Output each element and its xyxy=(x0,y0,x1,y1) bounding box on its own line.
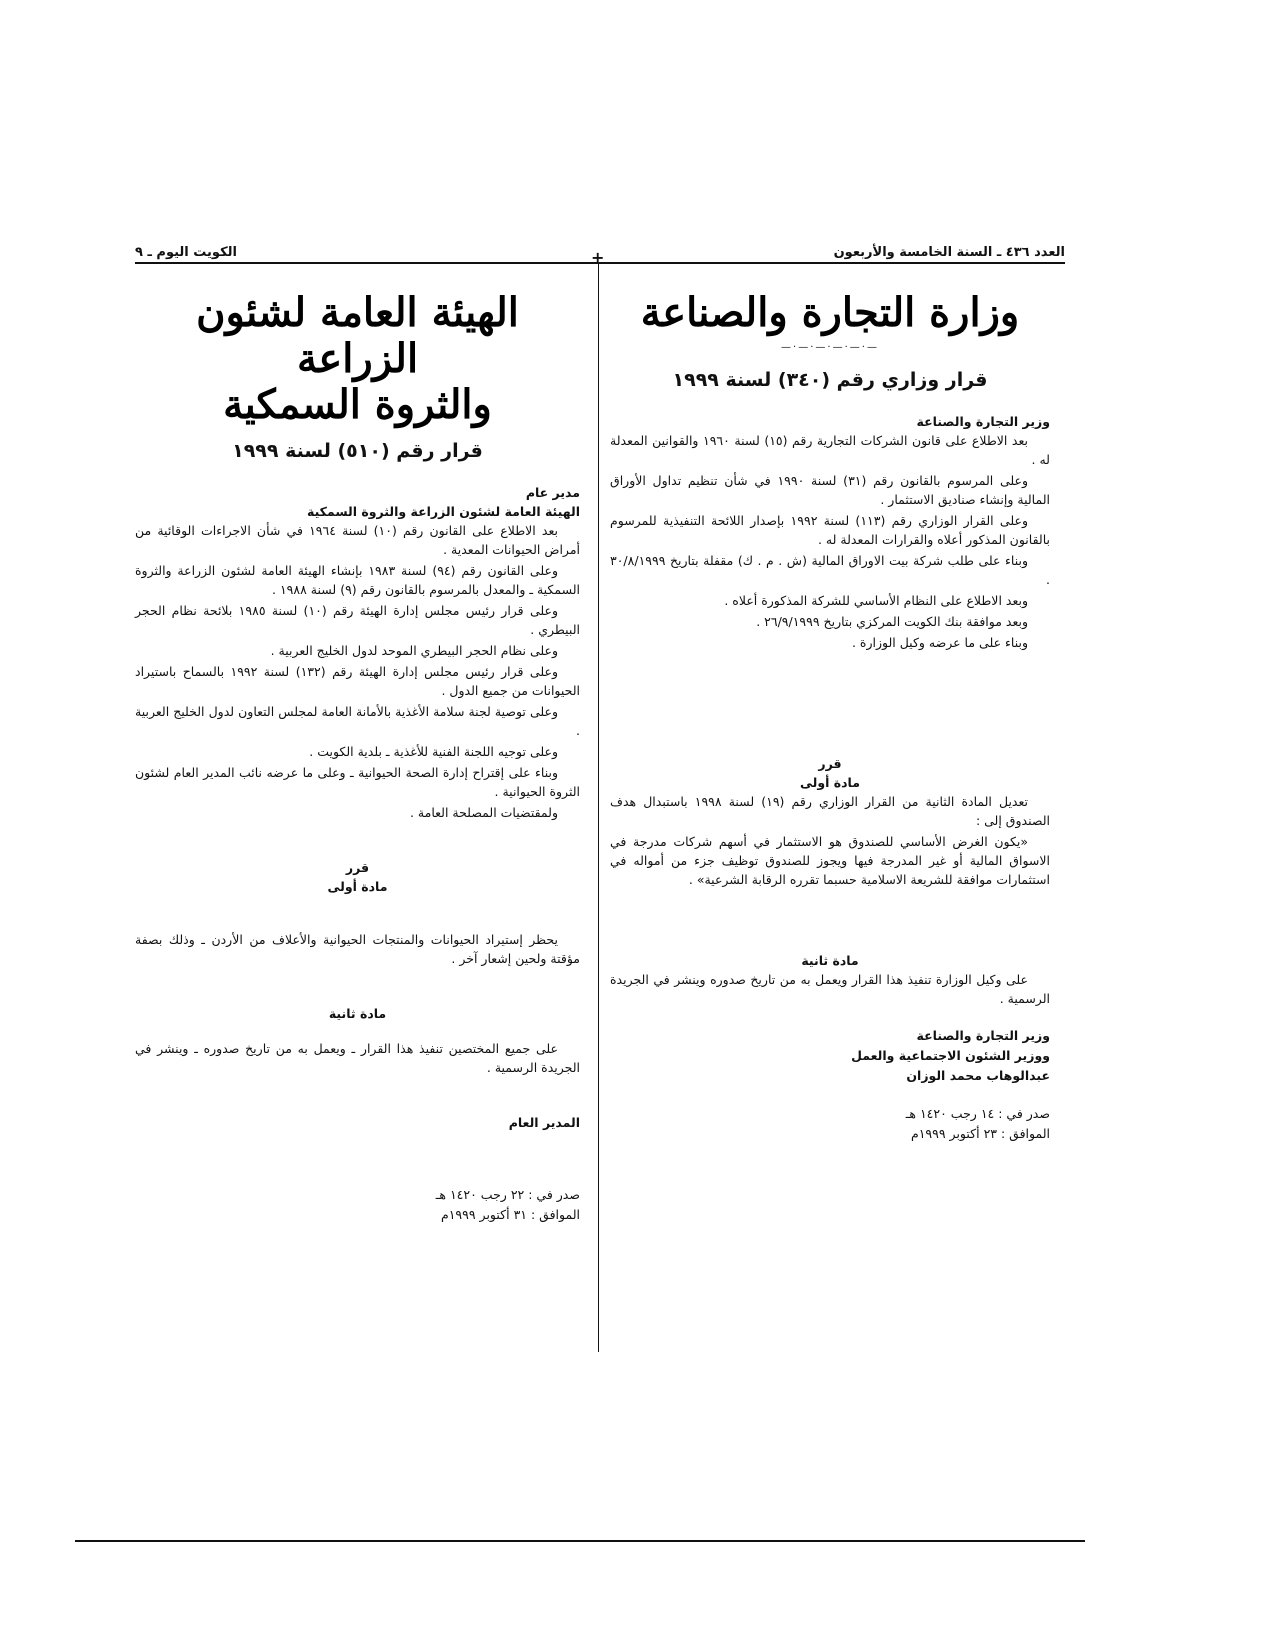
agriculture-decision-column xyxy=(135,290,580,1225)
commerce-preamble-2: وعلى المرسوم بالقانون رقم (٣١) لسنة ١٩٩٠ في شأن تنظيم تداول الأوراق المالية وإنشاء صناديق الاستثمار . xyxy=(610,473,1050,507)
commerce-preamble-5: وبعد الاطلاع على النظام الأساسي للشركة المذكورة أعلاه . xyxy=(724,593,1028,608)
signature-name: عبدالوهاب محمد الوزان xyxy=(906,1068,1050,1083)
commerce-signature xyxy=(610,1026,1050,1086)
commerce-preamble-4: وبناء على طلب شركة بيت الاوراق المالية (ش . م . ك) مقفلة بتاريخ ٣٠/٨/١٩٩٩ . xyxy=(610,553,1050,587)
agriculture-preamble-8: وبناء على إقتراح إدارة الصحة الحيوانية ـ وعلى ما عرضه نائب المدير العام لشئون الثروة الحيوانية . xyxy=(135,765,580,799)
commerce-article2-title: مادة ثانية xyxy=(801,953,859,968)
commerce-issued-date: صدر في : ١٤ رجب ١٤٢٠ هـ xyxy=(905,1106,1050,1121)
commerce-decided: قرر xyxy=(818,756,842,771)
agriculture-masthead xyxy=(135,290,580,428)
commerce-article1-title: مادة أولى xyxy=(800,775,860,790)
divider-cross-icon: + xyxy=(591,248,605,267)
commerce-preamble-3: وعلى القرار الوزاري رقم (١١٣) لسنة ١٩٩٢ بإصدار اللائحة التنفيذية للمرسوم بالقانون المذكور أعلاه والقرارات المعدلة له . xyxy=(610,513,1050,547)
commerce-decision-title: قرار وزاري رقم (٣٤٠) لسنة ١٩٩٩ xyxy=(672,369,988,391)
agriculture-article1-title: مادة أولى xyxy=(327,879,388,894)
agriculture-preamble-7: وعلى توجيه اللجنة الفنية للأغذية ـ بلدية الكويت . xyxy=(309,744,558,759)
agriculture-issuer-1: مدير عام xyxy=(525,485,580,500)
agriculture-preamble-5: وعلى قرار رئيس مجلس إدارة الهيئة رقم (١٣٢) لسنة ١٩٩٢ بالسماح باستيراد الحيوانات من جميع الدول . xyxy=(135,664,580,698)
signature-title-1: وزير التجارة والصناعة xyxy=(916,1028,1050,1043)
commerce-article1-text: «يكون الغرض الأساسي للصندوق هو الاستثمار في أسهم شركات مدرجة في الاسواق المالية أو غير المدرجة فيها ويجوز للصندوق توظيف جزء من أمواله في استثمارات موافقة للشريعة الاسلامية حسبما تقرره الرقابة الشرعية» . xyxy=(610,834,1050,887)
agriculture-preamble-6: وعلى توصية لجنة سلامة الأغذية بالأمانة العامة لمجلس التعاون لدول الخليج العربية . xyxy=(135,704,580,738)
commerce-preamble-1: بعد الاطلاع على قانون الشركات التجارية رقم (١٥) لسنة ١٩٦٠ والقوانين المعدلة له . xyxy=(610,433,1050,467)
agriculture-issuer-2: الهيئة العامة لشئون الزراعة والثروة السمكية xyxy=(306,504,580,519)
signature-title-2: ووزير الشئون الاجتماعية والعمل xyxy=(851,1048,1050,1063)
agriculture-signature: المدير العام xyxy=(508,1115,580,1130)
agriculture-decision-title: قرار رقم (٥١٠) لسنة ١٩٩٩ xyxy=(232,440,483,462)
commerce-decision-column xyxy=(610,290,1050,1144)
agriculture-preamble-1: بعد الاطلاع على القانون رقم (١٠) لسنة ١٩٦٤ في شأن الاجراءات الوقائية من أمراض الحيوانات المعدية . xyxy=(135,523,580,557)
issue-number: العدد ٤٣٦ ـ السنة الخامسة والأربعون xyxy=(833,245,1065,260)
commerce-preamble-6: وبعد موافقة بنك الكويت المركزي بتاريخ ٢٦/٩/١٩٩٩ . xyxy=(756,614,1028,629)
commerce-issuer: وزير التجارة والصناعة xyxy=(916,414,1050,429)
agriculture-preamble-2: وعلى القانون رقم (٩٤) لسنة ١٩٨٣ بإنشاء الهيئة العامة لشئون الزراعة والثروة السمكية ـ والمعدل بالمرسوم بالقانون رقم (٩) لسنة ١٩٨٨ . xyxy=(135,563,580,597)
commerce-preamble-7: وبناء على ما عرضه وكيل الوزارة . xyxy=(851,635,1028,650)
agriculture-corresponding-date: الموافق : ٣١ أكتوبر ١٩٩٩م xyxy=(440,1207,580,1222)
agriculture-issued-date: صدر في : ٢٢ رجب ١٤٢٠ هـ xyxy=(435,1187,580,1202)
commerce-masthead: وزارة التجارة والصناعة xyxy=(640,289,1020,336)
agriculture-article2-title: مادة ثانية xyxy=(328,1006,387,1021)
agriculture-masthead-line2: والثروة السمكية xyxy=(223,381,492,428)
publication-name: الكويت اليوم ـ ٩ xyxy=(135,245,237,260)
commerce-article1-intro: تعديل المادة الثانية من القرار الوزاري رقم (١٩) لسنة ١٩٩٨ باستبدال هدف الصندوق إلى : xyxy=(610,794,1050,828)
bottom-rule xyxy=(75,1540,1085,1542)
commerce-article2-text: على وكيل الوزارة تنفيذ هذا القرار ويعمل به من تاريخ صدوره وينشر في الجريدة الرسمية . xyxy=(610,972,1050,1006)
masthead-ornament: —·—·—·—·—·— xyxy=(781,342,879,353)
commerce-dates xyxy=(610,1104,1050,1144)
agriculture-article1-text: يحظر إستيراد الحيوانات والمنتجات الحيوانية والأعلاف من الأردن ـ وذلك بصفة مؤقتة ولحين إشعار آخر . xyxy=(135,932,580,966)
agriculture-masthead-line1: الهيئة العامة لشئون الزراعة xyxy=(196,289,519,382)
agriculture-preamble-4: وعلى نظام الحجر البيطري الموحد لدول الخليج العربية . xyxy=(270,643,558,658)
agriculture-dates xyxy=(135,1185,580,1225)
agriculture-article2-text: على جميع المختصين تنفيذ هذا القرار ـ ويعمل به من تاريخ صدوره ـ وينشر في الجريدة الرسمية . xyxy=(135,1041,580,1075)
column-divider xyxy=(598,262,599,1352)
agriculture-preamble-9: ولمقتضيات المصلحة العامة . xyxy=(409,805,558,820)
commerce-corresponding-date: الموافق : ٢٣ أكتوبر ١٩٩٩م xyxy=(910,1126,1050,1141)
agriculture-decided: قرر xyxy=(345,860,370,875)
agriculture-preamble-3: وعلى قرار رئيس مجلس إدارة الهيئة رقم (١٠) لسنة ١٩٨٥ بلائحة نظام الحجر البيطري . xyxy=(135,603,580,637)
